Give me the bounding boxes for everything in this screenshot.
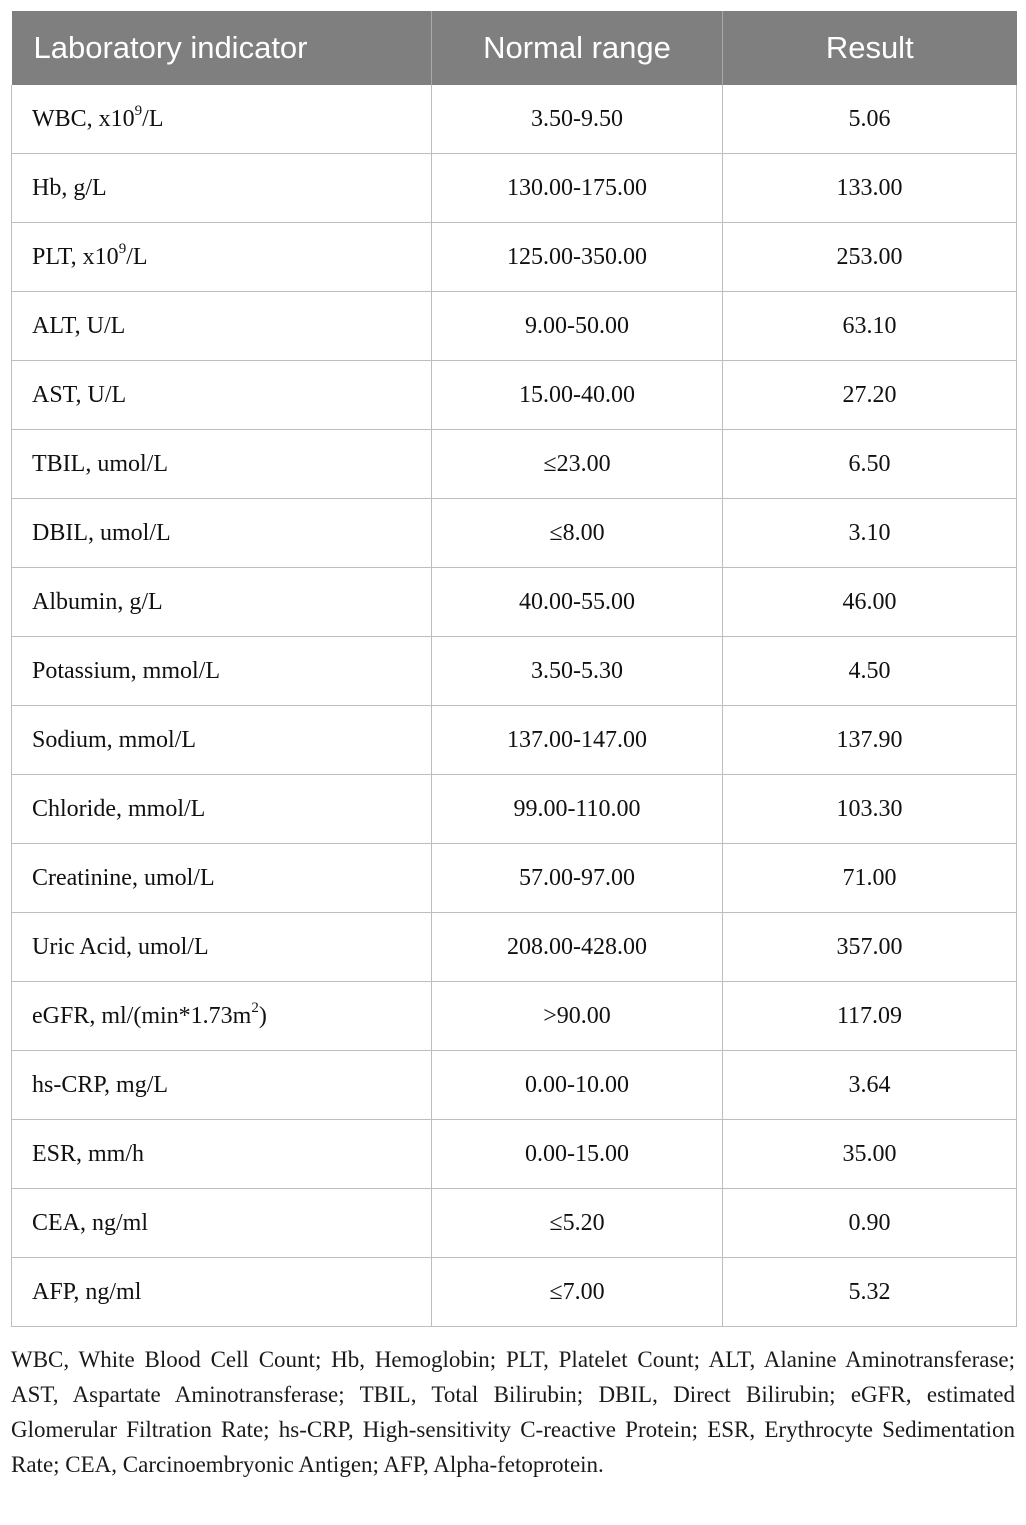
indicator-cell	[12, 154, 432, 223]
indicator-cell	[12, 1051, 432, 1120]
header-result: Result	[723, 11, 1017, 85]
indicator-label: ESR, mm/h	[32, 1140, 145, 1167]
table-row	[12, 1258, 1017, 1327]
result-cell: 3.10	[723, 499, 1017, 568]
indicator-label: Chloride, mmol/L	[32, 795, 206, 822]
indicator-cell	[12, 361, 432, 430]
table-row	[12, 913, 1017, 982]
result-cell: 71.00	[723, 844, 1017, 913]
table-row	[12, 775, 1017, 844]
table-row	[12, 499, 1017, 568]
indicator-cell	[12, 706, 432, 775]
normal-range-cell: ≤7.00	[432, 1258, 723, 1327]
table-row	[12, 223, 1017, 292]
result-cell: 137.90	[723, 706, 1017, 775]
result-cell: 5.06	[723, 85, 1017, 154]
table-body	[12, 85, 1017, 1327]
table-row	[12, 982, 1017, 1051]
table-footnote: WBC, White Blood Cell Count; Hb, Hemoglobin; PLT, Platelet Count; ALT, Alanine Aminotransferase; AST, Aspartate Aminotransferase; TBIL, Total Bilirubin; DBIL, Direct Bilirubin; eGFR, estimated Glomerular Filtration Rate; hs-CRP, High-sensitivity C-reactive Protein; ESR, Erythrocyte Sedimentation Rate; CEA, Carcinoembryonic Antigen; AFP, Alpha-fetoprotein.	[11, 1347, 1015, 1477]
indicator-cell	[12, 775, 432, 844]
result-cell: 0.90	[723, 1189, 1017, 1258]
unit-superscript: 9	[134, 102, 143, 119]
indicator-label: Creatinine, umol/L	[32, 864, 215, 891]
normal-range-cell: 130.00-175.00	[432, 154, 723, 223]
result-cell: 3.64	[723, 1051, 1017, 1120]
table-row	[12, 706, 1017, 775]
result-cell: 27.20	[723, 361, 1017, 430]
table-row	[12, 1189, 1017, 1258]
table-row	[12, 844, 1017, 913]
indicator-cell	[12, 223, 432, 292]
indicator-label: ALT, U/L	[32, 312, 126, 339]
indicator-label: AST, U/L	[32, 381, 127, 408]
table-row	[12, 154, 1017, 223]
indicator-label: eGFR, ml/(min*1.73m	[32, 1002, 252, 1029]
indicator-cell	[12, 292, 432, 361]
unit-suffix: /L	[142, 105, 164, 132]
normal-range-cell: 137.00-147.00	[432, 706, 723, 775]
indicator-label: TBIL, umol/L	[32, 450, 168, 477]
table-row	[12, 1120, 1017, 1189]
header-row	[12, 11, 1017, 85]
normal-range-cell: ≤5.20	[432, 1189, 723, 1258]
lab-results-table	[11, 11, 1017, 1327]
indicator-label: Hb, g/L	[32, 174, 107, 201]
indicator-cell	[12, 430, 432, 499]
result-cell: 253.00	[723, 223, 1017, 292]
table-row	[12, 292, 1017, 361]
indicator-label: Albumin, g/L	[32, 588, 163, 615]
normal-range-cell: ≤23.00	[432, 430, 723, 499]
indicator-cell	[12, 844, 432, 913]
indicator-cell	[12, 568, 432, 637]
table-row	[12, 85, 1017, 154]
indicator-cell	[12, 637, 432, 706]
indicator-cell	[12, 913, 432, 982]
lab-table-container	[11, 11, 1016, 1327]
normal-range-cell: 125.00-350.00	[432, 223, 723, 292]
indicator-label: Sodium, mmol/L	[32, 726, 197, 753]
unit-suffix: )	[258, 1002, 267, 1029]
result-cell: 5.32	[723, 1258, 1017, 1327]
indicator-label: hs-CRP, mg/L	[32, 1071, 169, 1098]
unit-suffix: /L	[126, 243, 148, 270]
table-row	[12, 430, 1017, 499]
indicator-label: WBC, x10	[32, 105, 135, 132]
unit-superscript: 9	[118, 240, 127, 257]
normal-range-cell: 40.00-55.00	[432, 568, 723, 637]
indicator-cell	[12, 85, 432, 154]
indicator-label: PLT, x10	[32, 243, 119, 270]
normal-range-cell: ≤8.00	[432, 499, 723, 568]
result-cell: 117.09	[723, 982, 1017, 1051]
header-normal-range: Normal range	[432, 11, 723, 85]
table-header	[12, 11, 1017, 85]
result-cell: 63.10	[723, 292, 1017, 361]
normal-range-cell: 3.50-5.30	[432, 637, 723, 706]
result-cell: 6.50	[723, 430, 1017, 499]
indicator-cell	[12, 1120, 432, 1189]
table-row	[12, 568, 1017, 637]
normal-range-cell: 0.00-10.00	[432, 1051, 723, 1120]
indicator-label: AFP, ng/ml	[32, 1278, 142, 1305]
indicator-cell	[12, 499, 432, 568]
normal-range-cell: >90.00	[432, 982, 723, 1051]
header-laboratory-indicator: Laboratory indicator	[12, 11, 432, 85]
indicator-cell	[12, 1258, 432, 1327]
normal-range-cell: 9.00-50.00	[432, 292, 723, 361]
table-row	[12, 1051, 1017, 1120]
normal-range-cell: 57.00-97.00	[432, 844, 723, 913]
table-row	[12, 637, 1017, 706]
indicator-label: Potassium, mmol/L	[32, 657, 221, 684]
indicator-label: Uric Acid, umol/L	[32, 933, 209, 960]
indicator-label: CEA, ng/ml	[32, 1209, 149, 1236]
indicator-cell	[12, 982, 432, 1051]
indicator-label: DBIL, umol/L	[32, 519, 171, 546]
result-cell: 357.00	[723, 913, 1017, 982]
result-cell: 133.00	[723, 154, 1017, 223]
normal-range-cell: 99.00-110.00	[432, 775, 723, 844]
unit-superscript: 2	[251, 999, 259, 1016]
normal-range-cell: 15.00-40.00	[432, 361, 723, 430]
indicator-cell	[12, 1189, 432, 1258]
table-row	[12, 361, 1017, 430]
result-cell: 46.00	[723, 568, 1017, 637]
normal-range-cell: 3.50-9.50	[432, 85, 723, 154]
normal-range-cell: 208.00-428.00	[432, 913, 723, 982]
normal-range-cell: 0.00-15.00	[432, 1120, 723, 1189]
result-cell: 35.00	[723, 1120, 1017, 1189]
result-cell: 4.50	[723, 637, 1017, 706]
result-cell: 103.30	[723, 775, 1017, 844]
